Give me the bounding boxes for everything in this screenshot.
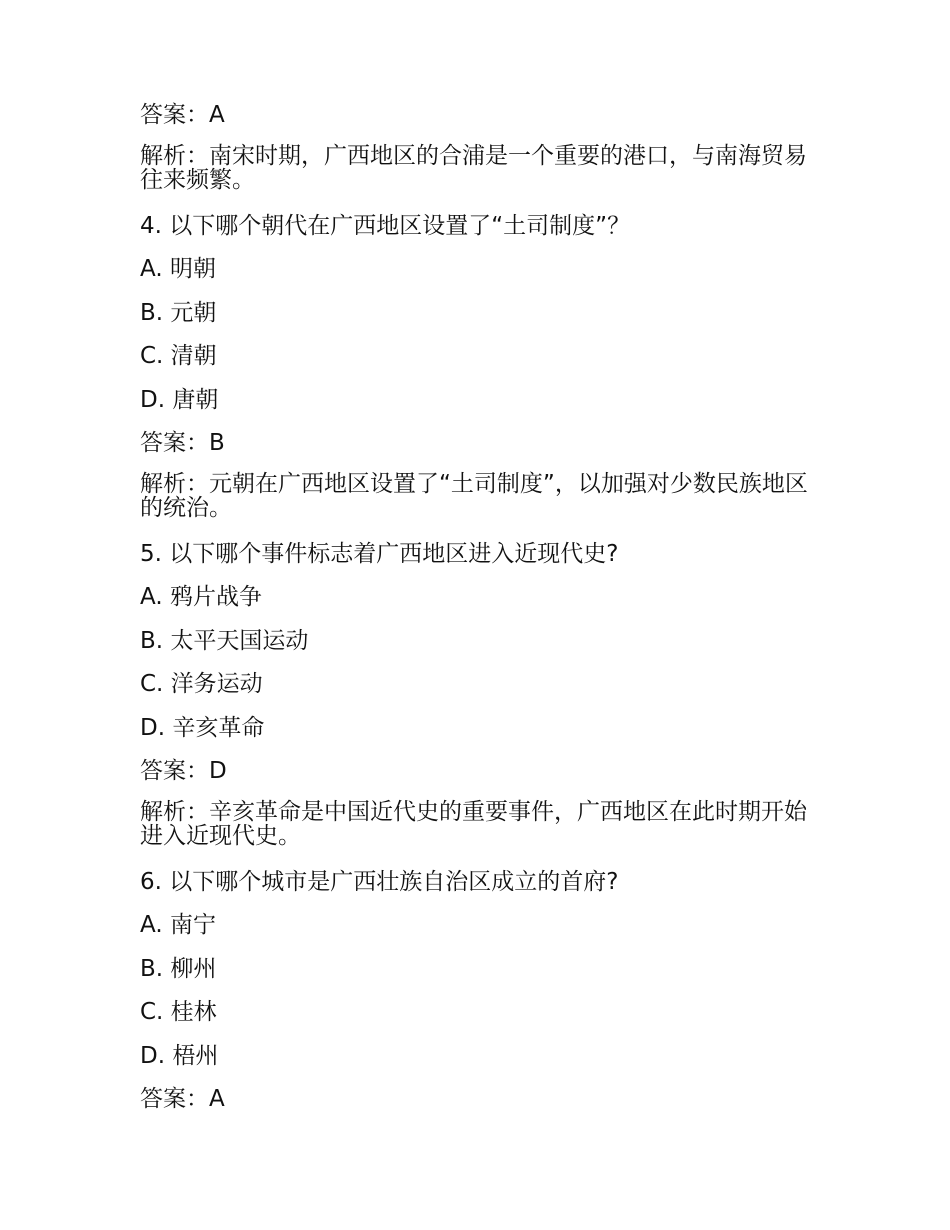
- question-6: 6. 以下哪个城市是广西壮族自治区成立的首府?: [140, 868, 619, 895]
- explanation-paragraph: 解析：南宋时期，广西地区的合浦是一个重要的港口，与南海贸易往来频繁。: [140, 142, 807, 193]
- explanation-paragraph: 解析：辛亥革命是中国近代史的重要事件，广西地区在此时期开始进入近现代史。: [140, 798, 807, 849]
- option-a: A. 明朝: [140, 256, 216, 282]
- option-c: C. 桂林: [140, 999, 217, 1025]
- explanation-paragraph: 解析：元朝在广西地区设置了“土司制度”，以加强对少数民族地区的统治。: [140, 470, 808, 521]
- option-a: A. 鸦片战争: [140, 584, 262, 610]
- answer-line: 答案：D: [140, 758, 227, 784]
- option-c: C. 洋务运动: [140, 671, 263, 697]
- option-a: A. 南宁: [140, 912, 216, 938]
- option-c: C. 清朝: [140, 343, 217, 369]
- document-page: [140, 100, 820, 1128]
- option-b: B. 太平天国运动: [140, 627, 309, 654]
- option-b: B. 柳州: [140, 955, 217, 982]
- answer-line: 答案：A: [140, 102, 225, 128]
- option-d: D. 梧州: [140, 1042, 219, 1069]
- answer-line: 答案：A: [140, 1086, 225, 1112]
- option-d: D. 辛亥革命: [140, 714, 265, 741]
- answer-line: 答案：B: [140, 430, 225, 456]
- option-d: D. 唐朝: [140, 386, 219, 413]
- question-5: 5. 以下哪个事件标志着广西地区进入近现代史?: [140, 540, 619, 567]
- option-b: B. 元朝: [140, 299, 217, 326]
- question-4: 4. 以下哪个朝代在广西地区设置了“土司制度”？: [140, 212, 631, 239]
